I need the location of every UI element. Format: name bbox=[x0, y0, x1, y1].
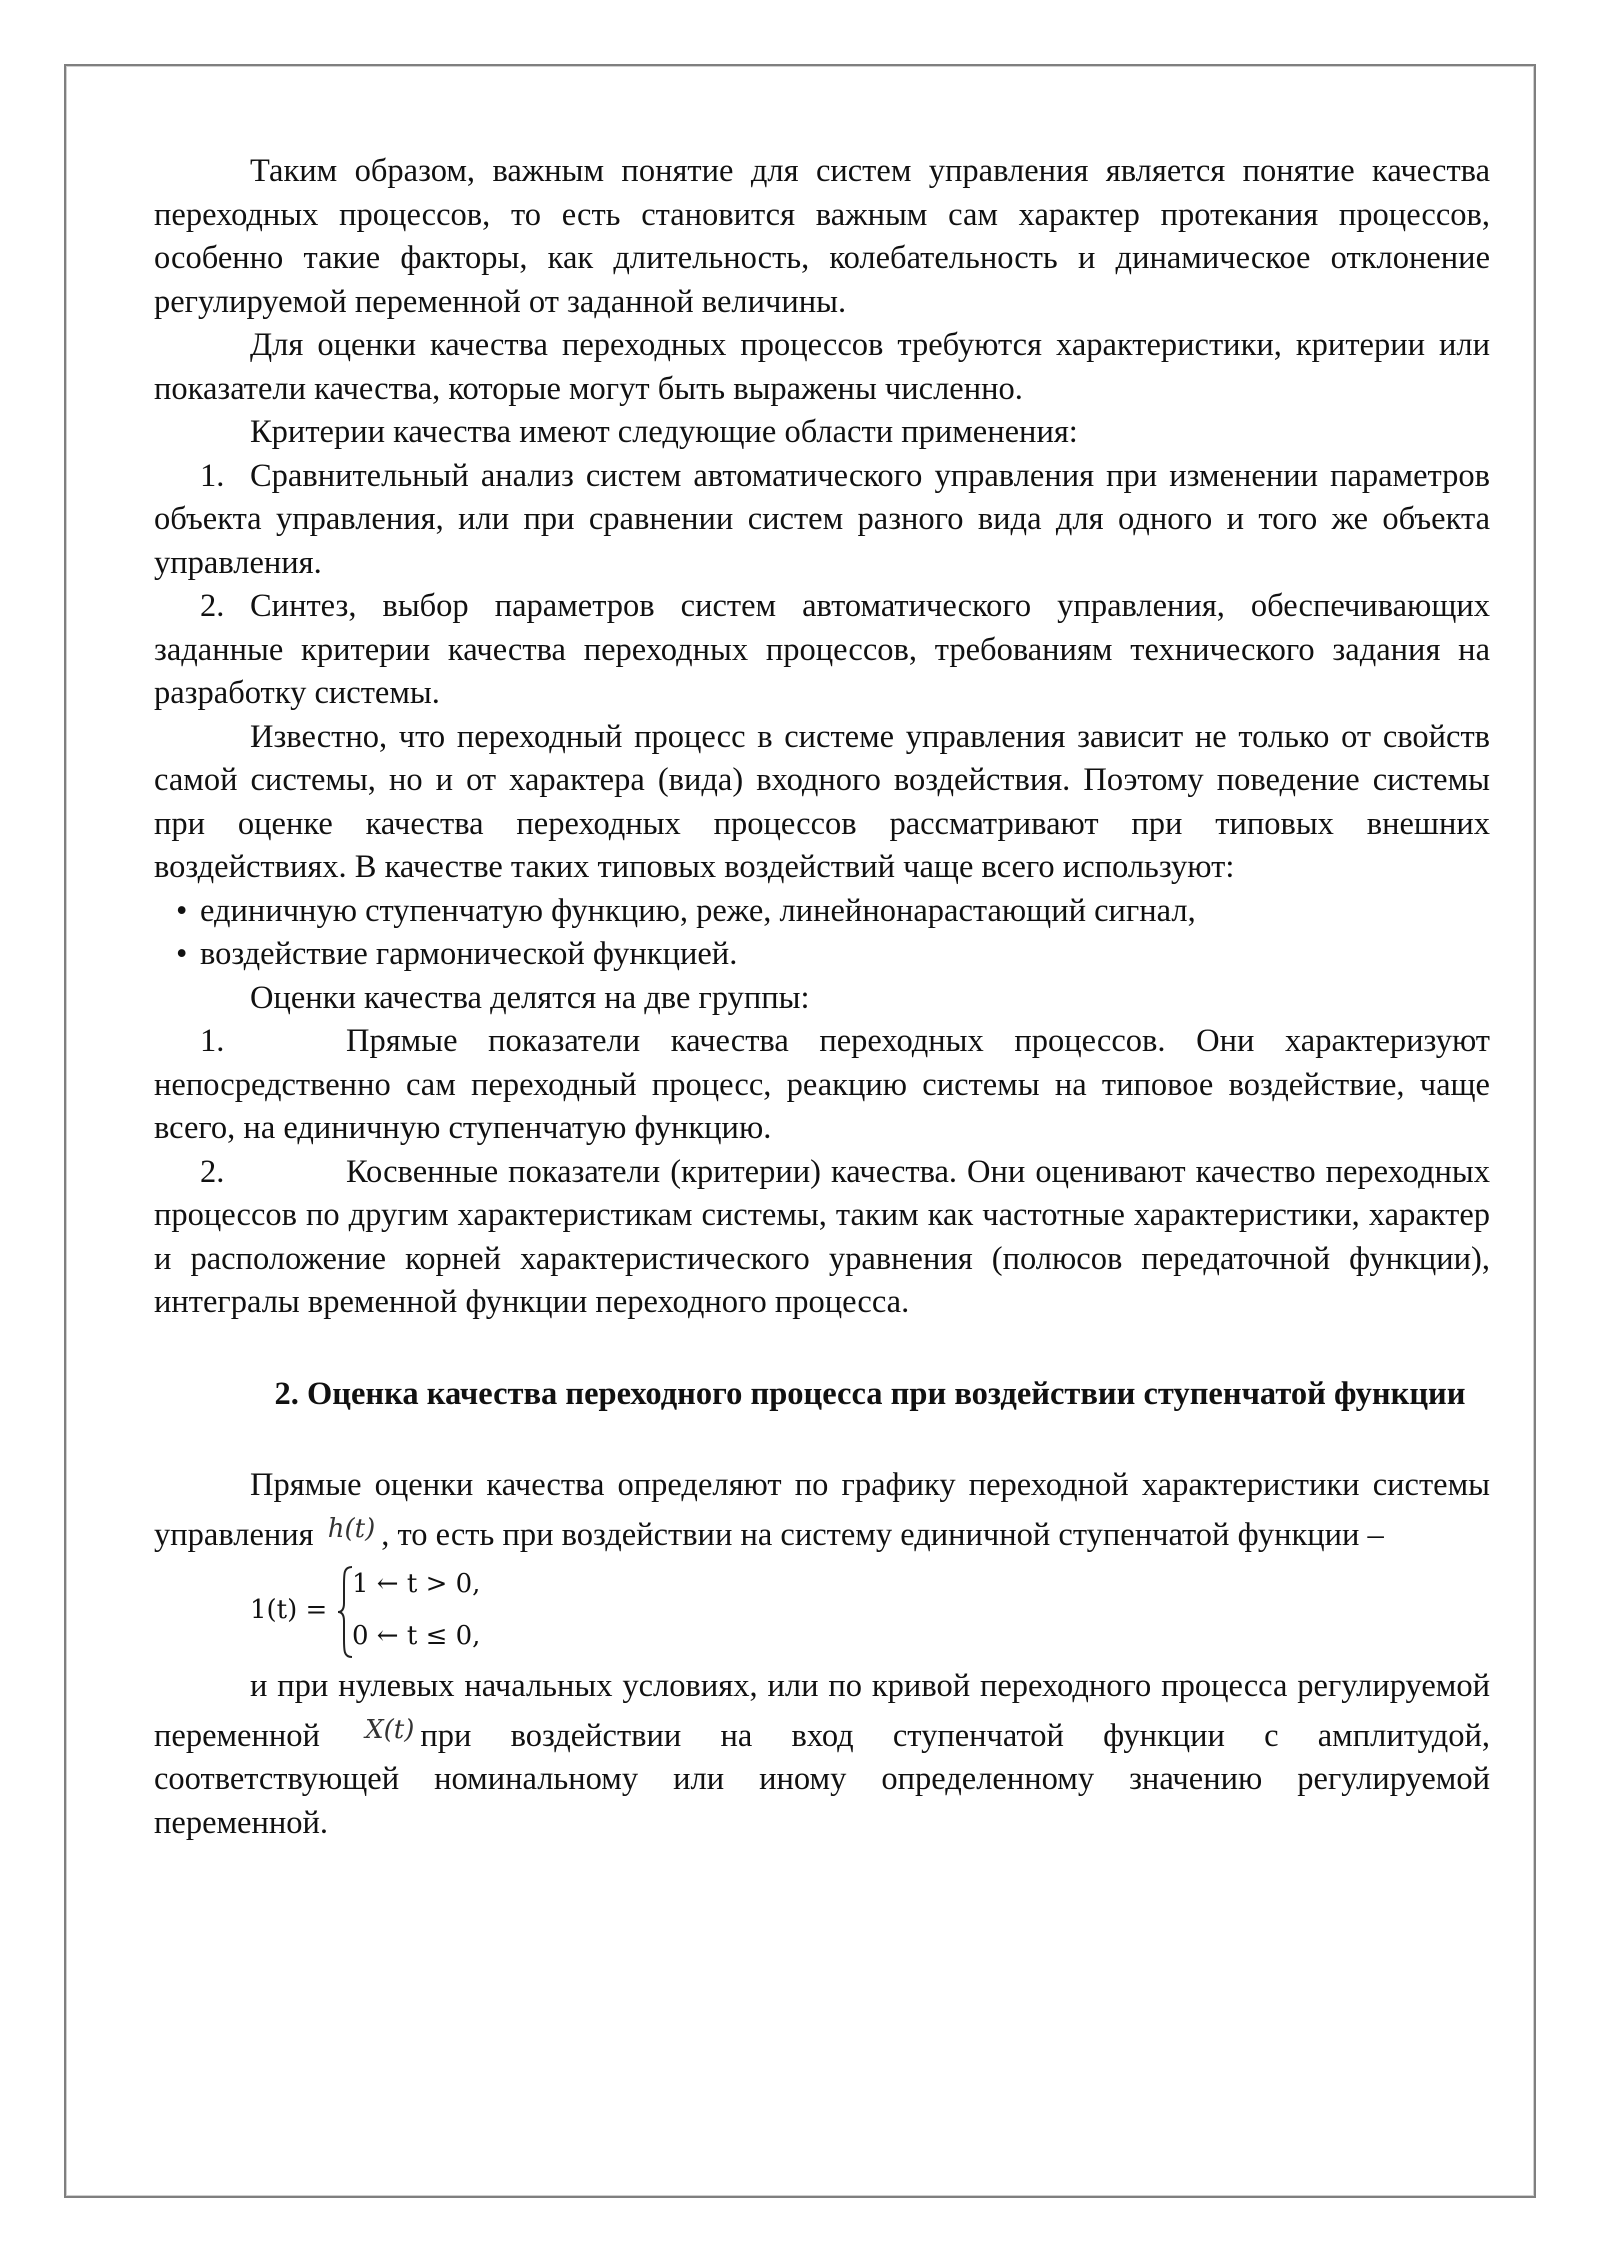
formula-lhs: 1(t) = bbox=[250, 1595, 328, 1625]
math-h-of-t: h(t) bbox=[327, 1513, 376, 1544]
list-text: Прямые показатели качества переходных процессов. Они характеризуют непосредственно сам переходный процесс, реакцию системы на типовое воздействие, чаще всего, на единичную ступенчатую функцию. bbox=[154, 1023, 1490, 1146]
list-item bbox=[154, 455, 1490, 586]
bullet-text: воздействие гармонической функцией. bbox=[200, 936, 738, 972]
list-number: 1. bbox=[200, 457, 225, 494]
math-x-of-t: X(t) bbox=[365, 1714, 415, 1745]
paragraph-intro: Таким образом, важным понятие для систем управления является понятие качества переходных процессов, то есть становится важным сам характер протекания процессов, особенно такие факторы, как длительность, колебательность и динамическое отклонение регулируемой переменной от заданной величины. bbox=[154, 153, 1490, 320]
document-body bbox=[154, 150, 1490, 1845]
list-number: 1. bbox=[200, 1023, 225, 1059]
list-text: Косвенные показатели (критерии) качества. Они оценивают качество переходных процессов по другим характеристикам системы, таким как частотные характеристики, характер и расположение корней характеристического уравнения (полюсов передаточной функции), интегралы временной функции переходного процесса. bbox=[154, 1153, 1490, 1320]
bullet-item: • воздействие гармонической функцией. bbox=[176, 936, 738, 972]
list-text: Сравнительный анализ систем автоматического управления при изменении параметров объекта управления, или при сравнении систем разного вида для одного и того же объекта управления. bbox=[154, 457, 1490, 581]
formula-case-positive: 1 ← t > 0, bbox=[352, 1569, 481, 1599]
paragraph-groups: Оценки качества делятся на две группы: bbox=[250, 979, 810, 1016]
list-item bbox=[154, 1020, 1490, 1151]
formula-case-nonpositive: 0 ← t ≤ 0, bbox=[352, 1621, 481, 1651]
paragraph-areas: Критерии качества имеют следующие области применения: bbox=[250, 414, 1078, 450]
list-text: Синтез, выбор параметров систем автоматического управления, обеспечивающих заданные критерии качества переходных процессов, требованиям технического задания на разработку системы. bbox=[154, 588, 1490, 711]
list-item bbox=[154, 1151, 1490, 1325]
bullet-item: • единичную ступенчатую функцию, реже, линейнонарастающий сигнал, bbox=[176, 892, 1196, 929]
list-number: 2. bbox=[200, 588, 225, 624]
list-number: 2. bbox=[200, 1153, 225, 1190]
step-function-formula bbox=[250, 1563, 1490, 1661]
paragraph-curve: и при нулевых начальных условиях, или по кривой переходного процесса регулируемой переменной $^{X(t)}$ при воздействии на вход ступенчатой функции с амплитудой, соответствующей номинальному или иному определенному значению регулируемой переменной. bbox=[154, 1668, 1490, 1841]
section-heading: 2. Оценка качества переходного процесса при воздействии ступенчатой функции bbox=[274, 1375, 1466, 1412]
paragraph-influences: Известно, что переходный процесс в системе управления зависит не только от свойств самой системы, но и от характера (вида) входного воздействия. Поэтому поведение системы при оценке качества переходных процессов рассматривают при типовых внешних воздействиях. В качестве таких типовых воздействий чаще всего используют: bbox=[154, 718, 1490, 885]
bullet-text: единичную ступенчатую функцию, реже, линейнонарастающий сигнал, bbox=[200, 892, 1196, 929]
paragraph-direct: Прямые оценки качества определяют по графику переходной характеристики системы управления $^{h(t)}$ , то есть при воздействии на систему единичной ступенчатой функции – bbox=[154, 1467, 1490, 1553]
paragraph-criteria: Для оценки качества переходных процессов требуются характеристики, критерии или показатели качества, которые могут быть выражены численно. bbox=[154, 327, 1490, 407]
list-item bbox=[154, 585, 1490, 716]
